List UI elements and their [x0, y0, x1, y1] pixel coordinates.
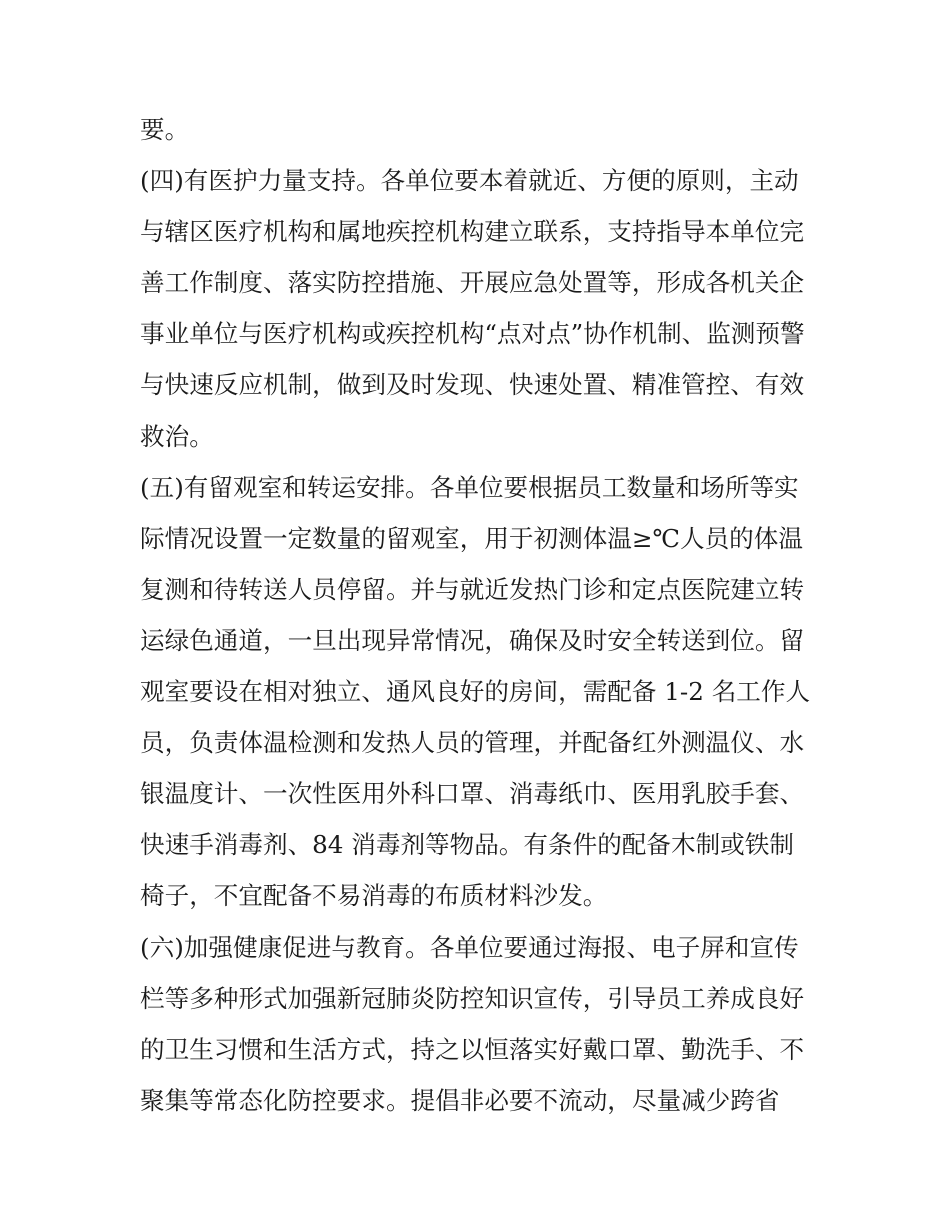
text-line: 栏等多种形式加强新冠肺炎防控知识宣传，引导员工养成良好: [140, 983, 805, 1013]
text-line: 与辖区医疗机构和属地疾控机构建立联系，支持指导本单位完: [140, 217, 805, 247]
text-line: 聚集等常态化防控要求。提倡非必要不流动，尽量减少跨省: [140, 1085, 780, 1115]
text-line: 观室要设在相对独立、通风良好的房间，需配备 1-2 名工作人: [140, 677, 811, 707]
text-line: 银温度计、一次性医用外科口罩、消毒纸巾、医用乳胶手套、: [140, 779, 805, 809]
text-line: 复测和待转送人员停留。并与就近发热门诊和定点医院建立转: [140, 574, 805, 604]
text-line: 际情况设置一定数量的留观室，用于初测体温≥℃人员的体温: [140, 523, 803, 553]
text-line: 要。: [140, 115, 190, 144]
text-line: 快速手消毒剂、84 消毒剂等物品。有条件的配备木制或铁制: [140, 830, 794, 860]
text-line: (五)有留观室和转运安排。各单位要根据员工数量和场所等实: [140, 472, 799, 502]
text-line: 椅子，不宜配备不易消毒的布质材料沙发。: [140, 881, 608, 911]
text-line: 救治。: [140, 421, 214, 451]
text-line: 员，负责体温检测和发热人员的管理，并配备红外测温仪、水: [140, 728, 805, 758]
body-text: [140, 104, 816, 1126]
text-line: 与快速反应机制，做到及时发现、快速处置、精准管控、有效: [140, 370, 805, 400]
text-line: 善工作制度、落实防控措施、开展应急处置等，形成各机关企: [140, 268, 805, 298]
text-line: (六)加强健康促进与教育。各单位要通过海报、电子屏和宣传: [140, 932, 799, 962]
text-line: 的卫生习惯和生活方式，持之以恒落实好戴口罩、勤洗手、不: [140, 1034, 805, 1064]
text-line: (四)有医护力量支持。各单位要本着就近、方便的原则，主动: [140, 166, 799, 196]
text-line: 事业单位与医疗机构或疾控机构“点对点”协作机制、监测预警: [140, 319, 805, 349]
text-line: 运绿色通道，一旦出现异常情况，确保及时安全转送到位。留: [140, 625, 805, 655]
